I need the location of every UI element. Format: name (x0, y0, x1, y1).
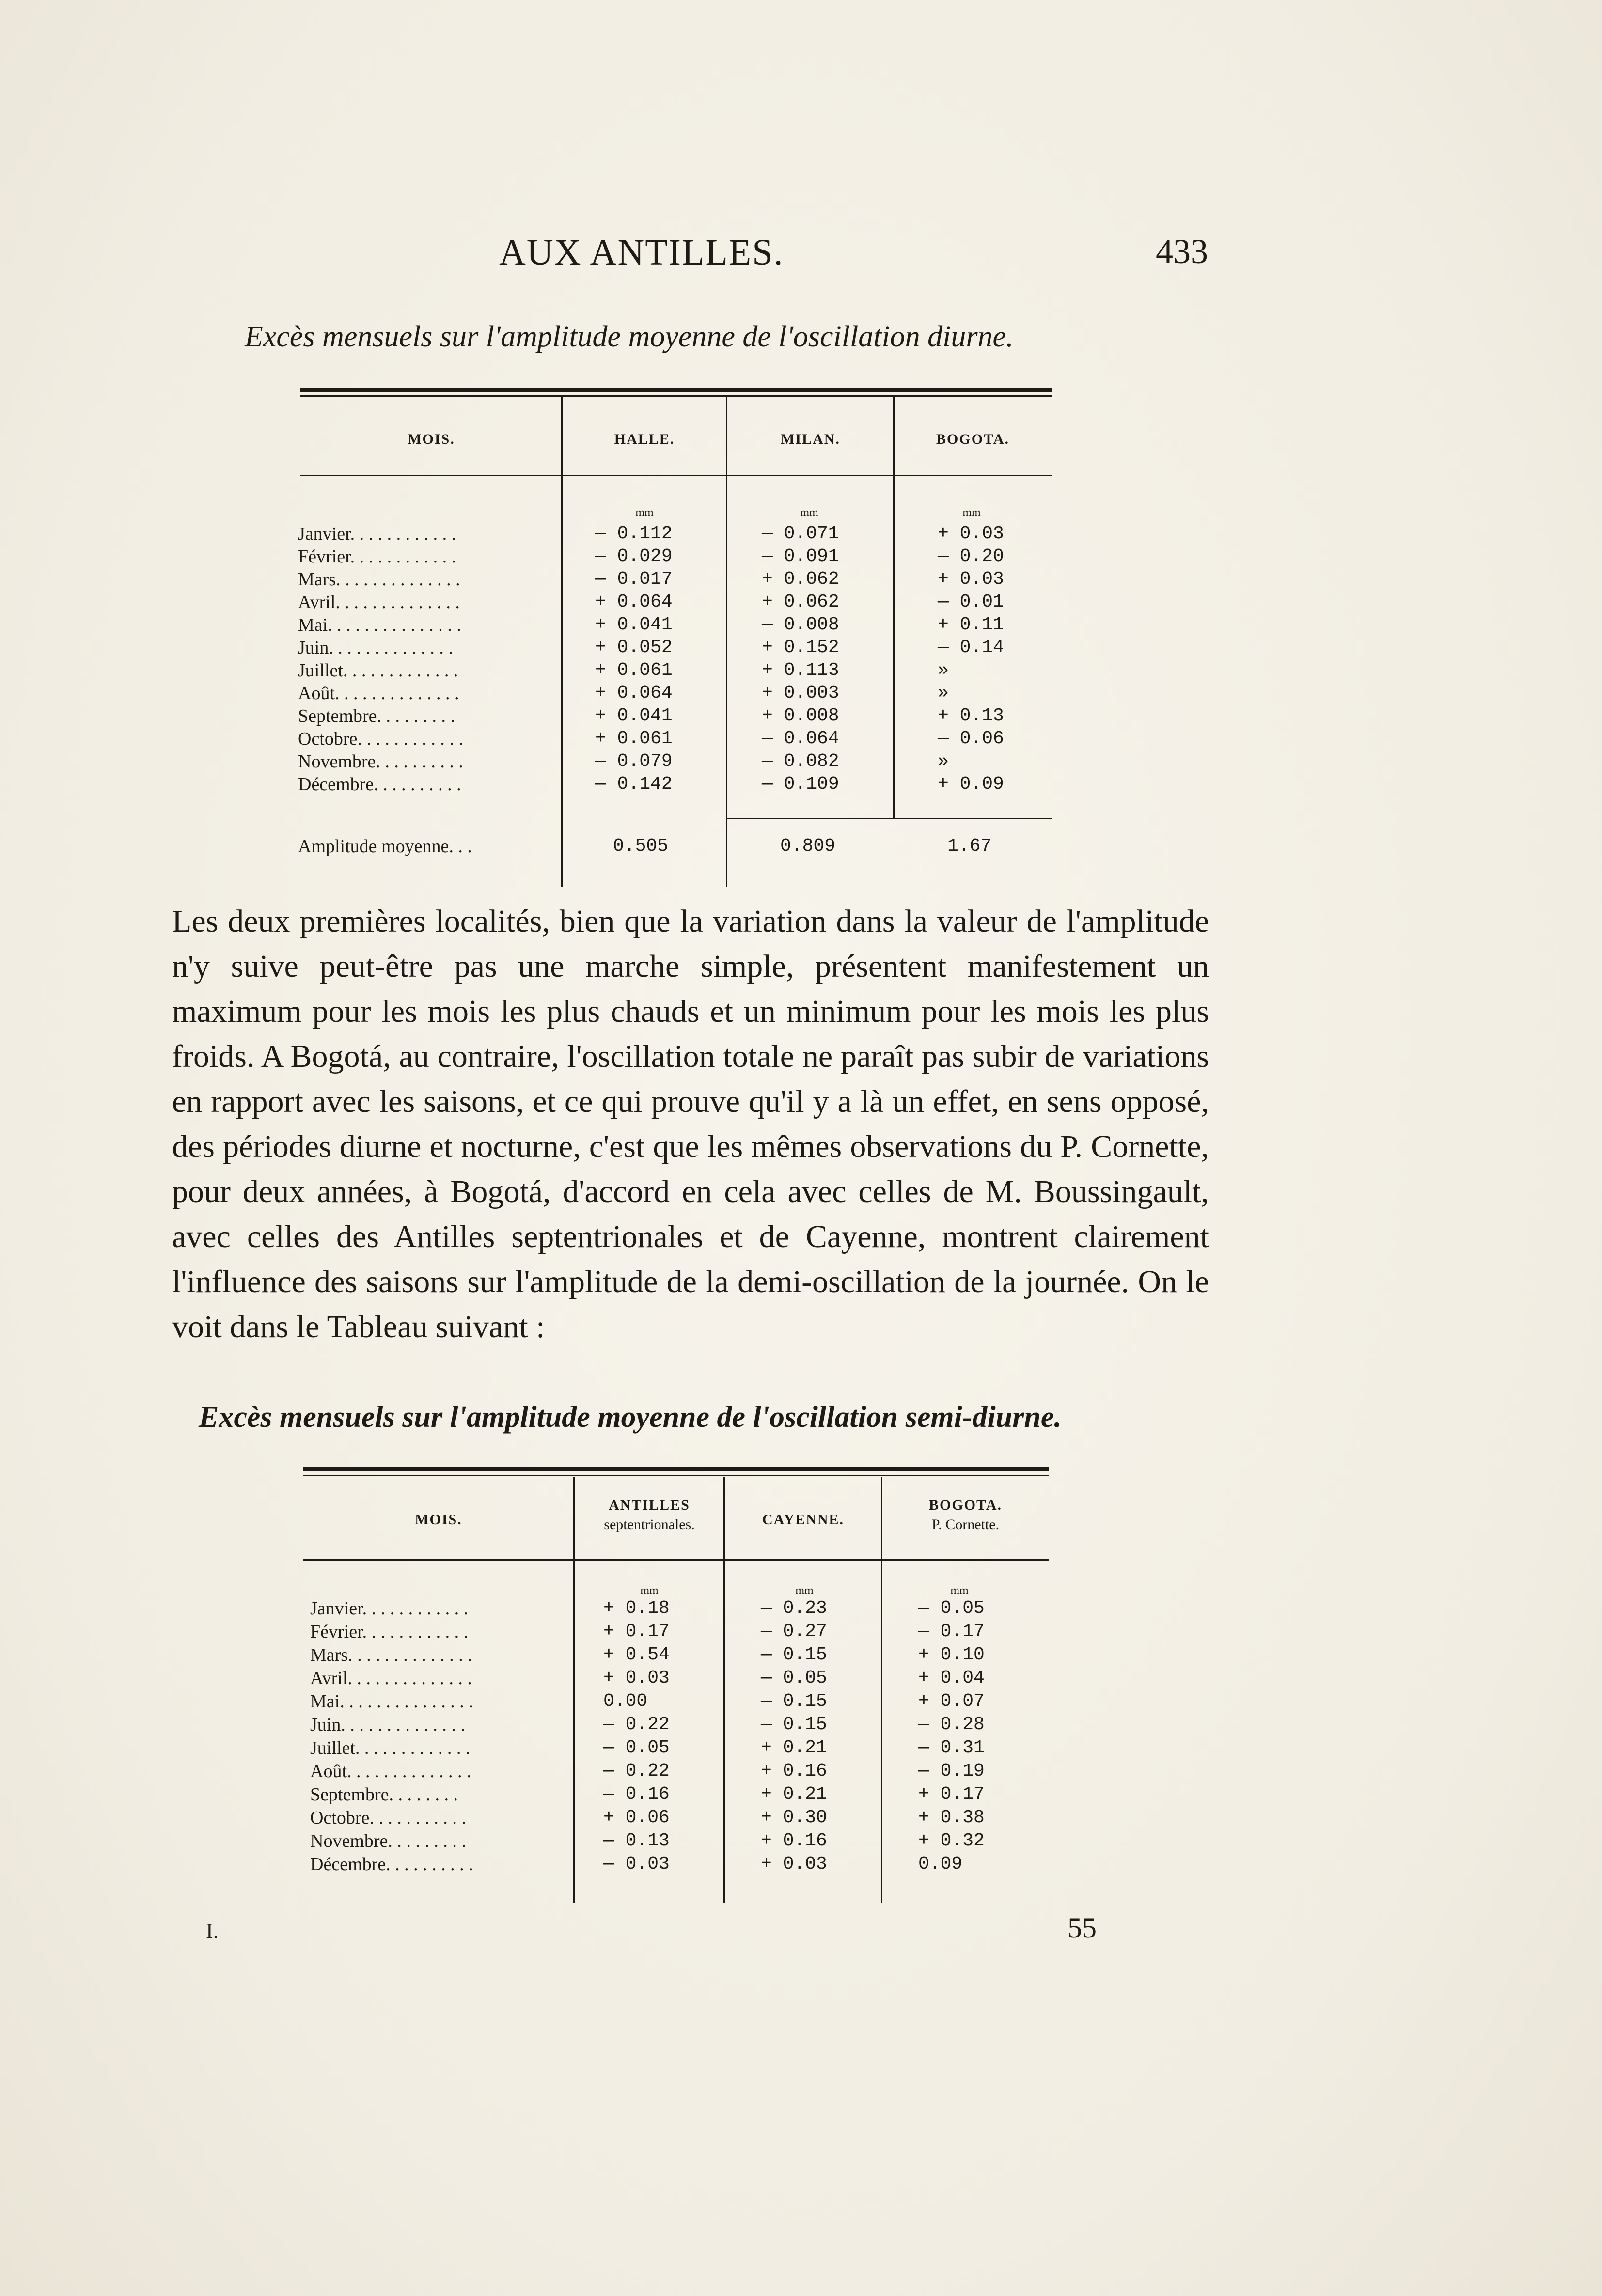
cell-antilles: — 0.05 (603, 1737, 670, 1758)
cell-milan: + 0.062 (762, 569, 839, 590)
cell-bogota: » (938, 751, 949, 772)
cell-antilles: — 0.22 (603, 1714, 670, 1735)
cell-bogota: + 0.09 (938, 774, 1004, 795)
cell-antilles: — 0.03 (603, 1854, 670, 1874)
cell-bogota: + 0.38 (918, 1807, 985, 1828)
cell-antilles: + 0.54 (603, 1644, 670, 1665)
cell-antilles: + 0.03 (603, 1668, 670, 1688)
table1-header-bogota: BOGOTA. (936, 431, 1009, 447)
table1-summary-rule (727, 818, 1052, 819)
cell-cayenne: + 0.16 (761, 1830, 827, 1851)
cell-bogota: + 0.32 (918, 1830, 985, 1851)
cell-milan: — 0.064 (762, 728, 839, 749)
row-label: Novembre. . . . . . . . . (310, 1831, 466, 1851)
cell-bogota: — 0.05 (918, 1598, 985, 1619)
cell-bogota: — 0.19 (918, 1761, 985, 1781)
row-label: Janvier. . . . . . . . . . . . (310, 1598, 469, 1619)
cell-milan: + 0.008 (762, 705, 839, 726)
cell-antilles: — 0.16 (603, 1784, 670, 1805)
cell-bogota: » (938, 660, 949, 681)
cell-bogota: — 0.20 (938, 546, 1004, 567)
cell-cayenne: — 0.05 (761, 1668, 827, 1688)
cell-milan: — 0.071 (762, 523, 839, 544)
table2-header-antilles-title: ANTILLES (609, 1497, 690, 1513)
cell-antilles: + 0.06 (603, 1807, 670, 1828)
table1-header-rule (300, 475, 1052, 476)
table2-header-antilles (574, 1497, 724, 1533)
row-label: Avril. . . . . . . . . . . . . . (310, 1668, 472, 1688)
cell-bogota: 0.09 (918, 1854, 963, 1874)
table1-unit: mm (800, 506, 818, 519)
cell-milan: — 0.008 (762, 614, 839, 635)
cell-cayenne: — 0.15 (761, 1714, 827, 1735)
cell-milan: — 0.091 (762, 546, 839, 567)
row-label: Octobre. . . . . . . . . . . (310, 1808, 466, 1828)
cell-antilles: — 0.13 (603, 1830, 670, 1851)
cell-bogota: — 0.28 (918, 1714, 985, 1735)
cell-halle: + 0.064 (595, 592, 673, 612)
table1-top-rule (300, 388, 1052, 392)
cell-bogota: — 0.01 (938, 592, 1004, 612)
row-label: Septembre. . . . . . . . (310, 1784, 458, 1805)
table2-col-divider (573, 1477, 575, 1903)
cell-cayenne: + 0.21 (761, 1784, 827, 1805)
table1-summary-milan: 0.809 (780, 836, 836, 857)
body-paragraph: Les deux premières localités, bien que la variation dans la valeur de l'amplitude n'y suive peut-être pas une marche simple, présentent manifestement un maximum pour les mois les plus chauds et un minimum pour les mois les plus froids. A Bogotá, au contraire, l'oscillation totale ne paraît pas subir de variations en rapport avec les saisons, et ce qui prouve qu'il y a là un effet, en sens opposé, des périodes diurne et nocturne, c'est que les mêmes observations du P. Cornette, pour deux années, à Bogotá, d'accord en cela avec celles de M. Boussingault, avec celles des Antilles septentrionales et de Cayenne, montrent clairement l'influence des saisons sur l'amplitude de la demi-oscillation de la journée. On le voit dans le Tableau suivant : (172, 904, 1209, 1344)
table2-caption: Excès mensuels sur l'amplitude moyenne de l'oscillation semi-diurne. (199, 1401, 1062, 1434)
table1-summary-label: Amplitude moyenne. . . (298, 836, 472, 857)
page-header (0, 232, 1602, 275)
cell-bogota: + 0.03 (938, 569, 1004, 590)
row-label: Décembre. . . . . . . . . . (310, 1854, 473, 1874)
row-label: Avril. . . . . . . . . . . . . . (298, 592, 460, 612)
cell-antilles: — 0.22 (603, 1761, 670, 1781)
row-label: Juillet. . . . . . . . . . . . . (310, 1738, 471, 1758)
cell-halle: + 0.061 (595, 660, 673, 681)
table1-unit: mm (635, 506, 654, 519)
cell-milan: + 0.003 (762, 683, 839, 703)
cell-milan: — 0.082 (762, 751, 839, 772)
table1-col-divider (726, 397, 727, 887)
row-label: Mars. . . . . . . . . . . . . . (310, 1645, 472, 1665)
cell-halle: + 0.041 (595, 614, 673, 635)
signature-mark: I. (206, 1919, 219, 1943)
row-label: Mai. . . . . . . . . . . . . . . (310, 1691, 473, 1712)
row-label: Décembre. . . . . . . . . . (298, 774, 461, 795)
row-label: Février. . . . . . . . . . . . (298, 547, 456, 567)
cell-halle: — 0.142 (595, 774, 673, 795)
row-label: Septembre. . . . . . . . . (298, 706, 455, 726)
table1-header-milan: MILAN. (781, 431, 840, 447)
table1-caption: Excès mensuels sur l'amplitude moyenne de l'oscillation diurne. (245, 320, 1014, 353)
cell-halle: + 0.064 (595, 683, 673, 703)
cell-cayenne: — 0.15 (761, 1691, 827, 1712)
table1-header-halle: HALLE. (614, 431, 675, 447)
row-label: Juillet. . . . . . . . . . . . . (298, 660, 458, 681)
page-number: 433 (1156, 232, 1208, 271)
row-label: Juin. . . . . . . . . . . . . . (298, 638, 453, 658)
table2-unit: mm (950, 1584, 969, 1597)
footer-number: 55 (1068, 1912, 1097, 1944)
row-label: Mars. . . . . . . . . . . . . . (298, 569, 460, 590)
cell-cayenne: + 0.21 (761, 1737, 827, 1758)
cell-halle: — 0.112 (595, 523, 673, 544)
table2-header-mois: MOIS. (415, 1512, 462, 1528)
cell-bogota: — 0.31 (918, 1737, 985, 1758)
cell-halle: + 0.041 (595, 705, 673, 726)
row-label: Juin. . . . . . . . . . . . . . (310, 1715, 465, 1735)
cell-milan: + 0.113 (762, 660, 839, 681)
cell-antilles: + 0.18 (603, 1598, 670, 1619)
table2-header-cayenne: CAYENNE. (762, 1512, 845, 1528)
cell-milan: + 0.152 (762, 637, 839, 658)
table2-top-rule-2 (303, 1475, 1049, 1476)
row-label: Novembre. . . . . . . . . . (298, 751, 463, 772)
cell-bogota: » (938, 683, 949, 703)
table2-unit: mm (640, 1584, 659, 1597)
cell-cayenne: — 0.23 (761, 1598, 827, 1619)
row-label: Mai. . . . . . . . . . . . . . . (298, 615, 461, 635)
cell-bogota: + 0.17 (918, 1784, 985, 1805)
table1-col-divider (893, 397, 895, 819)
cell-antilles: 0.00 (603, 1691, 648, 1712)
cell-bogota: + 0.11 (938, 614, 1004, 635)
cell-milan: + 0.062 (762, 592, 839, 612)
cell-milan: — 0.109 (762, 774, 839, 795)
table2-header-bogota-sub: P. Cornette. (931, 1516, 1000, 1532)
cell-cayenne: — 0.27 (761, 1621, 827, 1642)
table1-summary-halle: 0.505 (613, 836, 669, 857)
cell-cayenne: + 0.30 (761, 1807, 827, 1828)
cell-halle: — 0.079 (595, 751, 673, 772)
row-label: Octobre. . . . . . . . . . . . (298, 729, 463, 749)
row-label: Février. . . . . . . . . . . . (310, 1622, 469, 1642)
cell-halle: + 0.052 (595, 637, 673, 658)
row-label: Janvier. . . . . . . . . . . . (298, 524, 456, 544)
running-title: AUX ANTILLES. (499, 232, 784, 273)
table2-col-divider (881, 1477, 882, 1903)
table1-unit: mm (962, 506, 981, 519)
table2-header-bogota (882, 1497, 1049, 1533)
cell-cayenne: + 0.03 (761, 1854, 827, 1874)
table1-col-divider (561, 397, 563, 887)
cell-bogota: + 0.13 (938, 705, 1004, 726)
table2-unit: mm (795, 1584, 814, 1597)
table2-header-antilles-sub: septentrionales. (604, 1516, 695, 1532)
table2-header-rule (303, 1559, 1049, 1561)
table2-col-divider (723, 1477, 725, 1903)
cell-bogota: + 0.03 (938, 523, 1004, 544)
cell-bogota: — 0.17 (918, 1621, 985, 1642)
cell-bogota: — 0.06 (938, 728, 1004, 749)
cell-bogota: + 0.04 (918, 1668, 985, 1688)
cell-bogota: + 0.07 (918, 1691, 985, 1712)
table2-top-rule (303, 1467, 1049, 1471)
cell-halle: + 0.061 (595, 728, 673, 749)
cell-bogota: + 0.10 (918, 1644, 985, 1665)
cell-halle: — 0.017 (595, 569, 673, 590)
cell-bogota: — 0.14 (938, 637, 1004, 658)
row-label: Août. . . . . . . . . . . . . . (310, 1761, 471, 1781)
row-label: Août. . . . . . . . . . . . . . (298, 683, 459, 703)
cell-cayenne: + 0.16 (761, 1761, 827, 1781)
cell-antilles: + 0.17 (603, 1621, 670, 1642)
table2-header-bogota-title: BOGOTA. (929, 1497, 1002, 1513)
cell-cayenne: — 0.15 (761, 1644, 827, 1665)
table1-top-rule-2 (300, 395, 1052, 397)
table1-header-mois: MOIS. (408, 431, 455, 447)
cell-halle: — 0.029 (595, 546, 673, 567)
table1-summary-bogota: 1.67 (947, 836, 992, 857)
